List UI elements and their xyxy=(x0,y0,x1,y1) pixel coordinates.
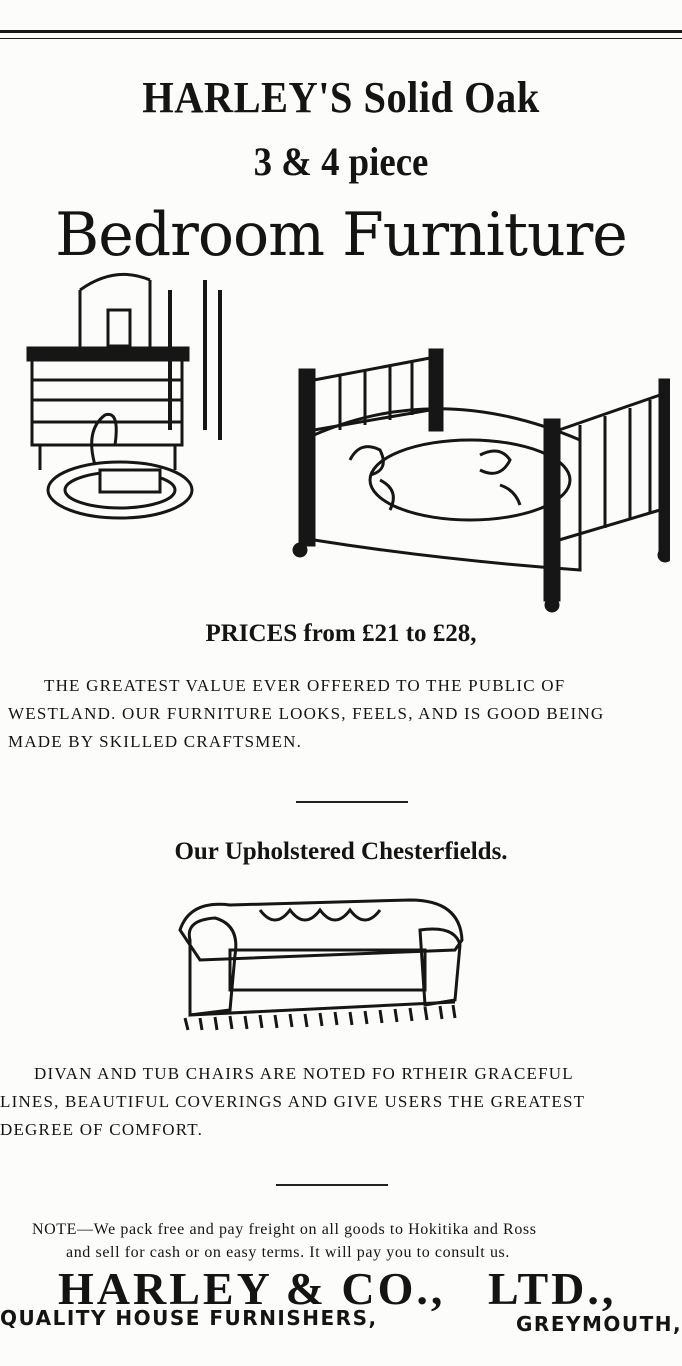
section-divider xyxy=(296,801,408,803)
note-line-2: and sell for cash or on easy terms. It will pay you to consult us. xyxy=(66,1244,510,1261)
value-paragraph xyxy=(8,672,672,756)
chairs-paragraph xyxy=(0,1060,672,1144)
company-name-left: HARLEY & CO., xyxy=(58,1263,446,1314)
prices-heading: PRICES from £21 to £28, xyxy=(205,620,477,647)
headline-bedroom-furniture: Bedroom Furniture xyxy=(55,200,627,270)
tagline: QUALITY HOUSE FURNISHERS, xyxy=(0,1306,378,1330)
chairs-line-1: DIVAN AND TUB CHAIRS ARE NOTED FO RTHEIR GRACEFUL xyxy=(34,1064,574,1083)
chairs-line-2: LINES, BEAUTIFUL COVERINGS AND GIVE USERS THE GREATEST xyxy=(0,1092,586,1111)
note-line-1: NOTE—We pack free and pay freight on all goods to Hokitika and Ross xyxy=(32,1221,537,1238)
chesterfields-heading: Our Upholstered Chesterfields. xyxy=(174,838,508,865)
value-line-3: MADE BY SKILLED CRAFTSMEN. xyxy=(8,732,303,751)
value-line-2: WESTLAND. OUR FURNITURE LOOKS, FEELS, AND IS GOOD BEING xyxy=(8,704,605,723)
headline-pieces: 3 & 4 piece xyxy=(253,139,429,184)
top-rule-thin xyxy=(0,38,682,39)
value-line-1: THE GREATEST VALUE EVER OFFERED TO THE PUBLIC OF xyxy=(44,676,566,695)
location: GREYMOUTH, xyxy=(516,1312,682,1336)
note-paragraph xyxy=(14,1218,678,1264)
chesterfield-illustration xyxy=(170,890,470,1040)
section-divider-2 xyxy=(276,1184,388,1186)
top-rule-thick xyxy=(0,30,682,33)
company-name-right: LTD., xyxy=(488,1263,617,1314)
headline-brand: HARLEY'S Solid Oak xyxy=(142,73,540,122)
chairs-line-3: DEGREE OF COMFORT. xyxy=(0,1120,204,1139)
bedroom-illustration xyxy=(20,270,670,620)
